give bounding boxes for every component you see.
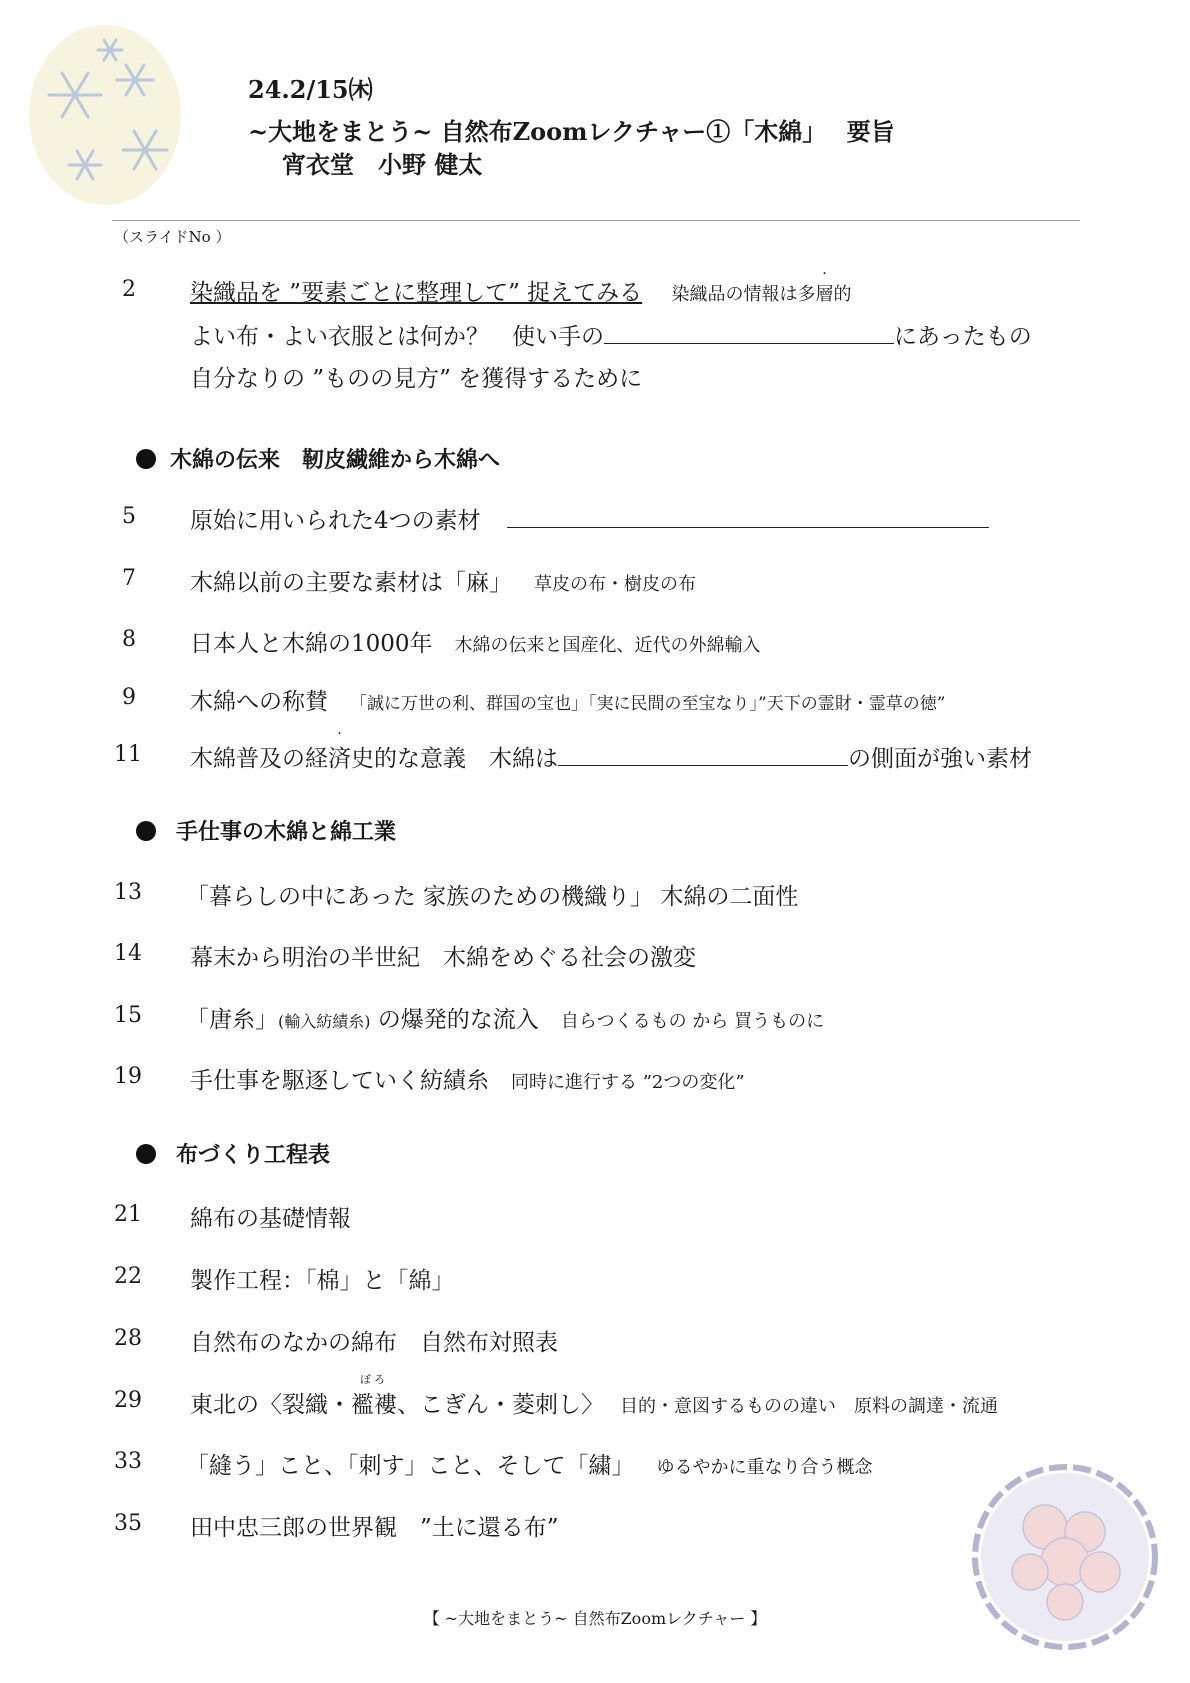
item-text: 自然布のなかの綿布 自然布対照表	[190, 1330, 558, 1356]
section-heading-text: 手仕事の木綿と綿工業	[176, 819, 397, 845]
item-text: 木綿以前の主要な素材は「麻」	[190, 570, 512, 596]
item-text-emphasis: ・ 経済史	[305, 740, 374, 773]
item-text: 「縫う」こと、「刺す」こと、そして「繍」	[186, 1453, 635, 1479]
slide-number-label: （スライドNo ）	[114, 228, 231, 246]
item-note: ゆるやかに重なり合う概念	[656, 1457, 873, 1478]
item-text: 原始に用いられた4つの素材	[190, 508, 481, 534]
list-item	[190, 683, 945, 716]
intro-note	[671, 284, 851, 305]
item-note: 同時に進行する ”2つの変化”	[511, 1072, 745, 1093]
list-item	[190, 939, 696, 972]
list-item	[190, 564, 696, 597]
intro-question: よい布・よい衣服とは何か？ 使い手の	[190, 324, 604, 350]
intro-line-2	[190, 318, 1032, 351]
slide-number: 22	[114, 1264, 142, 1289]
section-heading	[136, 443, 500, 474]
section-heading	[136, 815, 396, 846]
section-heading-text: 布づくり工程表	[176, 1142, 331, 1168]
intro-line-1	[190, 274, 851, 307]
item-text-b: の爆発的な流入	[370, 1007, 539, 1033]
section-heading	[136, 1138, 330, 1169]
list-item	[190, 1509, 559, 1542]
slide-number: 19	[114, 1064, 142, 1089]
slide-number: 28	[114, 1326, 142, 1351]
item-text: 「唐糸」	[186, 1007, 278, 1033]
fill-in-blank	[558, 764, 848, 766]
list-item	[190, 502, 989, 535]
item-text: 手仕事を駆逐していく紡績糸	[190, 1068, 489, 1094]
list-item	[190, 1062, 745, 1095]
list-item	[190, 1262, 455, 1295]
page-footer: 【 ~大地をまとう~ 自然布Zoomレクチャー 】	[423, 1609, 767, 1628]
item-note: 目的・意図するものの違い 原料の調達・流通	[620, 1396, 998, 1417]
ruby-reading: ぼろ	[360, 1373, 388, 1386]
item-text: 日本人と木綿の1000年	[190, 631, 433, 657]
intro-line-3: 自分なりの ”ものの見方” を獲得するために	[190, 366, 643, 392]
item-text: 綿布の基礎情報	[190, 1206, 351, 1232]
item-text: 「暮らしの中にあった 家族のための機織り」 木綿の二面性	[186, 884, 799, 910]
document-author: 宵衣堂 小野 健太	[282, 150, 483, 179]
list-item	[190, 1200, 351, 1233]
slide-number: 9	[122, 685, 136, 710]
intro-note-a: 染織品の情報は	[671, 284, 798, 305]
intro-note-emphasis: ・ 多層的	[797, 280, 851, 306]
bullet-icon	[136, 821, 156, 841]
item-text: 木綿普及の	[190, 746, 305, 772]
slide-number: 29	[114, 1388, 142, 1413]
list-item	[190, 740, 1032, 773]
slide-number: 7	[122, 566, 136, 591]
item-note: 木綿の伝来と国産化、近代の外綿輸入	[454, 635, 761, 656]
slide-number: 33	[114, 1449, 142, 1474]
bullet-icon	[136, 449, 156, 469]
item-text: 田中忠三郎の世界観 ”土に還る布”	[190, 1515, 559, 1541]
section-heading-text: 木綿の伝来 靭皮繊維から木綿へ	[170, 447, 501, 473]
item-note: 自らつくるもの から 買うものに	[560, 1011, 825, 1032]
slide-number: 11	[114, 742, 142, 767]
snowflake-decoration-icon	[25, 20, 185, 210]
item-text: 製作工程：「棉」と「綿」	[190, 1268, 455, 1294]
slide-number: 2	[122, 277, 136, 302]
list-item	[190, 1373, 998, 1419]
slide-number: 21	[114, 1202, 142, 1227]
list-item	[190, 625, 761, 658]
slide-number: 35	[114, 1511, 142, 1536]
list-item	[186, 1447, 873, 1480]
fill-in-blank	[604, 342, 894, 344]
item-text-b: 的な意義 木綿は	[374, 746, 558, 772]
slide-number: 13	[114, 880, 142, 905]
document-date: 24.2/15㈭	[248, 75, 373, 104]
slide-number: 14	[114, 941, 142, 966]
item-text: 東北の〈裂織・	[190, 1392, 351, 1418]
item-text-b: 、こぎん・菱刺し〉	[397, 1392, 604, 1418]
item-text-tail: の側面が強い素材	[848, 746, 1032, 772]
ruby-word	[351, 1373, 397, 1419]
fill-in-blank	[507, 526, 989, 528]
slide-number: 5	[122, 504, 136, 529]
item-note: 草皮の布・樹皮の布	[534, 574, 696, 595]
header-divider	[112, 220, 1080, 221]
document-title: ~大地をまとう~ 自然布Zoomレクチャー①「木綿」 要旨	[248, 117, 895, 146]
intro-heading: 染織品を ”要素ごとに整理して” 捉えてみる	[190, 280, 643, 306]
item-note: 「誠に万世の利、群国の宝也」「実に民間の至宝なり」”天下の霊財・霊草の徳”	[350, 694, 946, 714]
list-item	[186, 1001, 824, 1034]
slide-number: 15	[114, 1003, 142, 1028]
bullet-icon	[136, 1144, 156, 1164]
item-text: 木綿への称賛	[190, 689, 328, 715]
slide-number: 8	[122, 627, 136, 652]
list-item	[190, 1324, 558, 1357]
list-item	[186, 878, 798, 911]
item-text: 幕末から明治の半世紀 木綿をめぐる社会の激変	[190, 945, 696, 971]
item-text-small: (輸入紡績糸)	[278, 1012, 371, 1031]
intro-question-tail: にあったもの	[894, 324, 1032, 350]
ruby-base: 襤褸	[351, 1392, 397, 1418]
